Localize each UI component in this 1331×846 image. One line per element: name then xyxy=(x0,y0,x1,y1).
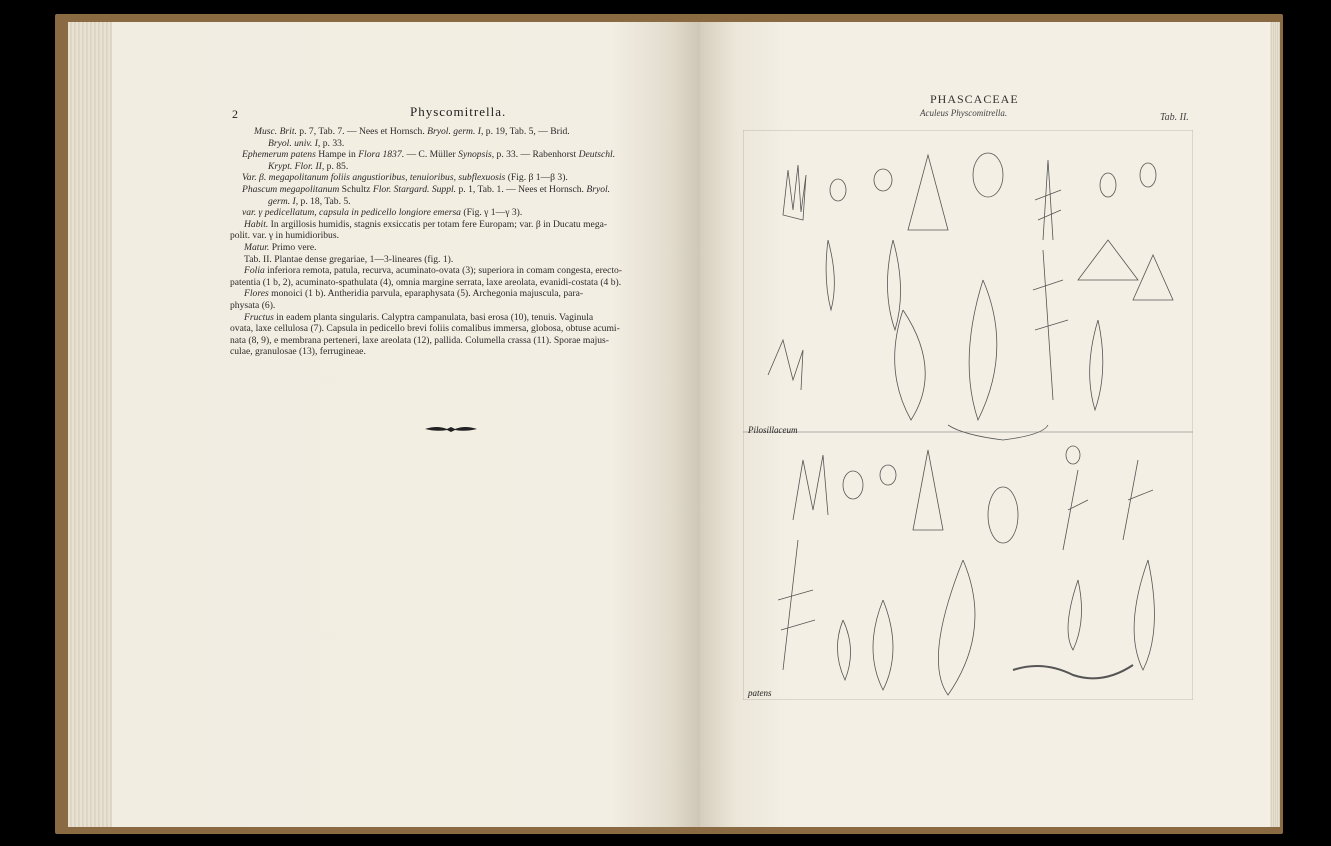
leaf-illustration xyxy=(969,280,997,420)
page-number: 2 xyxy=(232,107,238,121)
capsule-illustration xyxy=(880,465,896,485)
running-head: Physcomitrella. xyxy=(410,104,507,119)
text-line: Phascum megapolitanum Schultz Flor. Stargard. Suppl. p. 1, Tab. 1. — Nees et Hornsch. Bryol. xyxy=(242,183,611,195)
text-line: patentia (1 b, 2), acuminato-spathulata (4), omnia margine serrata, laxe areolata, evanidi-costata (4 b). xyxy=(230,276,622,288)
plate-title: PHASCACEAE xyxy=(930,92,1019,106)
text-line: Folia inferiora remota, patula, recurva, acuminato-ovata (3); superiora in comam congesta, erecto- xyxy=(244,265,623,277)
capsule-illustration xyxy=(843,471,863,499)
capsule-illustration xyxy=(1066,446,1080,464)
right-page-edges xyxy=(1270,22,1280,827)
leaf-illustration xyxy=(1134,560,1154,670)
text-line: physata (6). xyxy=(230,299,276,311)
capsule-illustration xyxy=(1140,163,1156,187)
text-line: germ. I, p. 18, Tab. 5. xyxy=(268,195,351,207)
moss-plant-illustration xyxy=(783,165,806,220)
calyptra-illustration xyxy=(913,450,943,530)
plate-label-upper: Pilosillaceum xyxy=(748,425,798,435)
plate-tab-label: Tab. II. xyxy=(1160,112,1189,123)
text-line: Habit. In argillosis humidis, stagnis exsiccatis per totam fere Europam; var. β in Ducatu mega- xyxy=(244,218,608,230)
text-line: ovata, laxe cellulosa (7). Capsula in pedicello brevi foliis comalibus immersa, globosa, obtuse acumi- xyxy=(230,323,620,335)
text-line: culae, granulosae (13), ferrugineae. xyxy=(230,346,366,358)
leaf-illustration xyxy=(887,240,900,330)
botanical-plate xyxy=(743,130,1193,700)
text-line: Ephemerum patens Hampe in Flora 1837. — C. Müller Synopsis, p. 33. — Rabenhorst Deutschl. xyxy=(242,149,616,161)
moss-plant-illustration xyxy=(1033,250,1068,400)
moss-plant-illustration xyxy=(793,455,828,520)
calyptra-illustration xyxy=(1078,240,1138,280)
capsule-illustration xyxy=(1100,173,1116,197)
leaf-illustration xyxy=(1068,580,1081,650)
text-line: Matur. Primo vere. xyxy=(244,241,317,253)
text-line: Flores monoici (1 b). Antheridia parvula, eparaphysata (5). Archegonia majuscula, para- xyxy=(244,288,584,300)
text-line: nata (8, 9), e membrana perteneri, laxe areolata (12), pallida. Columella crassa (11). Sporae majus- xyxy=(230,334,609,346)
capsule-illustration xyxy=(988,487,1018,543)
leaf-illustration xyxy=(837,620,850,680)
text-line: Tab. II. Plantae dense gregariae, 1—3-lineares (fig. 1). xyxy=(244,253,454,265)
sporophyte-section-illustration xyxy=(948,425,1048,440)
text-line: Var. β. megapolitanum foliis angustioribus, tenuioribus, subflexuosis (Fig. β 1—β 3). xyxy=(242,172,568,184)
column-illustration xyxy=(1013,665,1133,678)
text-line: var. γ pedicellatum, capsula in pedicello longiore emersa (Fig. γ 1—γ 3). xyxy=(242,207,523,219)
plate-label-lower: patens xyxy=(748,688,772,698)
capsule-illustration xyxy=(830,179,846,201)
plate-frame xyxy=(743,130,1193,700)
capsule-illustration xyxy=(874,169,892,191)
moss-plant-illustration xyxy=(768,340,803,390)
text-line: Krypt. Flor. II, p. 85. xyxy=(268,160,349,172)
moss-plant-illustration xyxy=(1123,460,1153,540)
leaf-illustration xyxy=(873,600,893,690)
leaf-illustration xyxy=(938,560,975,695)
ornament-rule xyxy=(423,423,479,435)
calyptra-illustration xyxy=(1133,255,1173,300)
text-line: Musc. Brit. p. 7, Tab. 7. — Nees et Hornsch. Bryol. germ. I, p. 19, Tab. 5, — Brid. xyxy=(254,126,570,137)
leaf-illustration xyxy=(895,310,926,420)
leaf-illustration xyxy=(826,240,834,310)
capsule-illustration xyxy=(973,153,1003,197)
moss-plant-illustration xyxy=(1035,160,1061,240)
text-line: Bryol. univ. I, p. 33. xyxy=(268,137,345,149)
body-text xyxy=(230,126,690,358)
plate-subtitle: Aculeus Physcomitrella. xyxy=(920,108,1008,118)
text-line: polit. var. γ in humidioribus. xyxy=(230,230,339,242)
leaf-illustration xyxy=(1090,320,1103,410)
moss-plant-illustration xyxy=(1063,470,1088,550)
text-line: Fructus in eadem planta singularis. Calyptra campanulata, basi erosa (10), tenuis. Vaginula xyxy=(244,311,594,323)
moss-plant-illustration xyxy=(778,540,815,670)
left-page-edges xyxy=(68,22,113,827)
calyptra-illustration xyxy=(908,155,948,230)
